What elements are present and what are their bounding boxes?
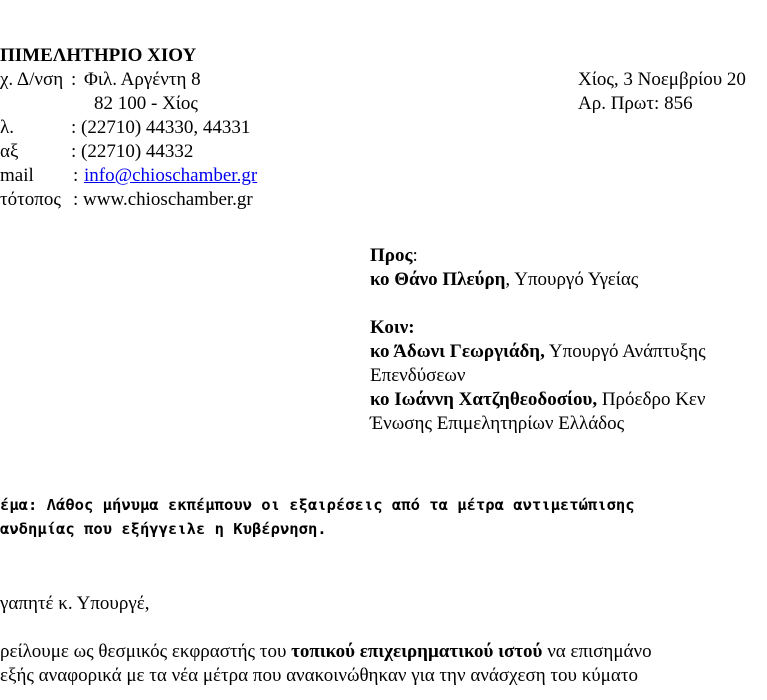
- organization-name: ΠΙΜΕΛΗΤΗΡΙΟ ΧΙΟΥ: [0, 45, 197, 66]
- subject-line-1: έμα: Λάθος μήνυμα εκπέμπουν οι εξαιρέσεις από τα μέτρα αντιμετώπισης: [0, 496, 635, 514]
- address-label: χ. Δ/νση: [0, 69, 64, 90]
- cc1-name: κο Άδωνι Γεωργιάδη,: [370, 341, 545, 362]
- cc2-role: Πρόεδρο Κεν: [597, 389, 706, 410]
- cc2-name: κο Ιωάννη Χατζηθεοδοσίου,: [370, 389, 598, 410]
- address-line-1: Φιλ. Αργέντη 8: [84, 69, 201, 90]
- email-link[interactable]: info@chioschamber.gr: [84, 165, 258, 186]
- protocol-number: Αρ. Πρωτ: 856: [578, 93, 693, 114]
- cc1-role-continued: Επενδύσεων: [370, 365, 466, 386]
- p1-end: να επισημάνο: [542, 641, 652, 662]
- to-recipient: [370, 268, 638, 291]
- salutation: γαπητέ κ. Υπουργέ,: [0, 593, 150, 614]
- cc-recipient-1: [370, 340, 706, 363]
- to-role: , Υπουργό Υγείας: [505, 269, 639, 290]
- p1-start: ρείλουμε ως θεσμικός εκφραστής του: [0, 641, 292, 662]
- cc1-role: Υπουργό Ανάπτυξης: [544, 341, 706, 362]
- to-label-line: [370, 244, 418, 267]
- address-line-2: 82 100 - Χίος: [94, 93, 198, 114]
- paragraph-1-line-1: [0, 640, 652, 663]
- phone-value: : (22710) 44330, 44331: [71, 117, 251, 138]
- paragraph-1-line-2: εξής αναφορικά με τα νέα μέτρα που ανακοινώθηκαν για την ανάσχεση του κύματο: [0, 665, 638, 686]
- cc-label: Κοιν:: [370, 317, 415, 338]
- phone-label: λ.: [0, 117, 14, 138]
- to-colon: :: [412, 245, 418, 266]
- website-value: : www.chioschamber.gr: [73, 189, 253, 210]
- to-name: κο Θάνο Πλεύρη: [370, 269, 506, 290]
- website-label: τότοπος: [0, 189, 61, 210]
- fax-value: : (22710) 44332: [71, 141, 194, 162]
- p1-bold: τοπικού επιχειρηματικού ιστού: [291, 641, 543, 662]
- cc2-role-continued: Ένωσης Επιμελητηρίων Ελλάδος: [370, 413, 625, 434]
- address-separator: :: [71, 69, 77, 90]
- email-separator: :: [73, 165, 79, 186]
- subject-line-2: ανδημίας που εξήγγειλε η Κυβέρνηση.: [0, 520, 327, 538]
- email-label: mail: [0, 165, 34, 186]
- cc-recipient-2: [370, 388, 705, 411]
- to-label: Προς: [370, 245, 413, 266]
- place-date: Χίος, 3 Νοεμβρίου 20: [578, 69, 746, 90]
- fax-label: αξ: [0, 141, 19, 162]
